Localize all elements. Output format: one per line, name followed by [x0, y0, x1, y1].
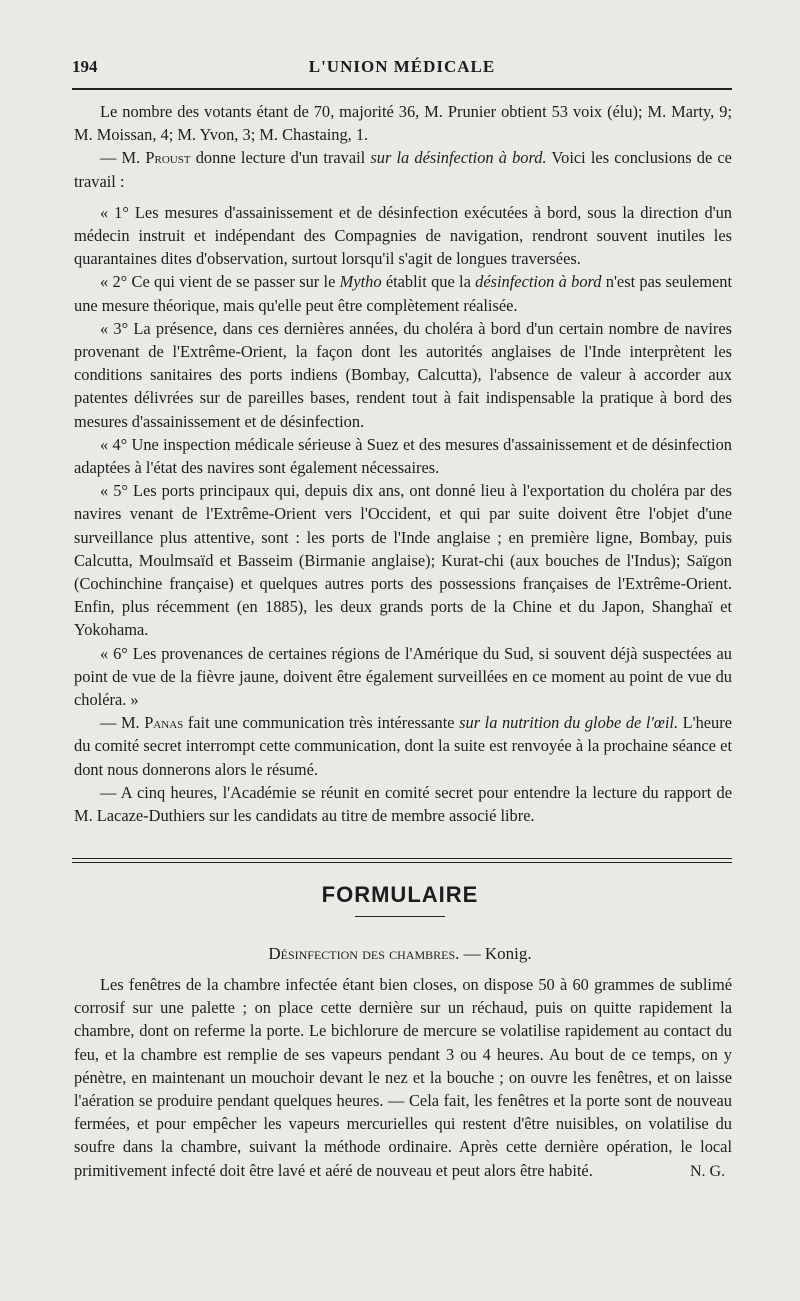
- running-title: L'UNION MÉDICALE: [308, 57, 496, 76]
- conclusion-1: « 1° Les mesures d'assainissement et de désinfection exécutées à bord, sous la direction d'un médecin instruit et indépendant des Compagnies de navigation, rendront souvent inutiles les quarantaines dites d'observation, surtout lorsqu'il s'agit de longues traversées.: [74, 202, 732, 269]
- author-name: Panas: [144, 713, 184, 733]
- conclusion-4: « 4° Une inspection médicale sérieuse à Suez et des mesures d'assainissement et de désinfection adaptées à l'état des navires sont également nécessaires.: [74, 434, 732, 478]
- header-rule: [72, 88, 732, 90]
- section-title: FORMULAIRE: [321, 882, 479, 907]
- section-divider: [72, 858, 732, 863]
- panas-paragraph: — M. Panas fait une communication très intéressante sur la nutrition du globe de l'œil. L'heure du comité secret interrompt cette communication, dont la suite est renvoyée à la prochaine séance et dont nous donnerons alors le résumé.: [74, 713, 732, 779]
- signature: N. G.: [690, 1163, 726, 1180]
- recipe-paragraph: Les fenêtres de la chambre infectée étant bien closes, on dispose 50 à 60 grammes de sublimé corrosif sur une palette ; on place cette dernière sur un réchaud, puis on quitte rapidement la chambre, dont on referme la porte. Le bichlorure de mercure se volatilise rapidement au contact du feu, et la chambre est remplie de ses vapeurs pendant 3 ou 4 heures. Au bout de ce temps, on y pénètre, en maintenant un mouchoir devant le nez et la bouche ; on ouvre les fenêtres, et on laisse l'aération se produire pendant quelques heures. — Cela fait, les fenêtres et la porte sont de nouveau fermées, et pour empêcher les vapeurs mercurielles qui restent d'être nuisibles, on volatilise du soufre dans la chambre, suivant la méthode ordinaire. Après cette dernière opération, le local primitivement infecté doit être lavé et aéré de nouveau et peut alors être habité.: [74, 975, 732, 1180]
- closing-paragraph: — A cinq heures, l'Académie se réunit en comité secret pour entendre la lecture du rapport de M. Lacaze-Duthiers sur les candidats au titre de membre associé libre.: [74, 782, 732, 826]
- conclusion-2: « 2° Ce qui vient de se passer sur le Mytho établit que la désinfection à bord n'est pas seulement une mesure théorique, mais qu'elle peut être complètement réalisée.: [74, 272, 732, 315]
- vote-result-paragraph: Le nombre des votants étant de 70, majorité 36, M. Prunier obtient 53 voix (élu); M. Marty, 9; M. Moissan, 4; M. Yvon, 3; M. Chastaing, 1.: [74, 102, 732, 145]
- conclusion-6: « 6° Les provenances de certaines régions de l'Amérique du Sud, si souvent déjà suspectées au point de vue de la fièvre jaune, doivent être également surveillées en ce moment au point de vue du choléra. »: [74, 643, 732, 710]
- title-underline: [355, 916, 445, 917]
- page-number: 194: [72, 57, 98, 76]
- proust-paragraph: — M. Proust donne lecture d'un travail sur la désinfection à bord. Voici les conclusions de ce travail :: [74, 148, 732, 191]
- conclusion-5: « 5° Les ports principaux qui, depuis dix ans, ont donné lieu à l'exportation du choléra par des navires venant de l'Extrême-Orient vers l'Occident, et qui par suite doivent être l'objet d'une surveillance plus attentive, sont : les ports de l'Inde anglaise ; en première ligne, Bombay, puis Calcutta, Moulmsaïd et Basseim (Birmanie anglaise); Kurat-chi (aux bouches de l'Indus); Saïgon (Cochinchine française) et quelques autres ports des possessions françaises de l'Extrême-Orient. Enfin, plus récemment (en 1885), les deux grands ports de la Chine et du Japon, Shanghaï et Yokohama.: [74, 481, 732, 640]
- page-header: [72, 57, 732, 81]
- academy-minutes: [74, 100, 732, 827]
- recipe-body: [74, 973, 732, 1182]
- conclusion-3: « 3° La présence, dans ces dernières années, du choléra à bord d'un certain nombre de navires provenant de l'Extrême-Orient, la façon dont les autorités anglaises de l'Inde interprètent les conditions sanitaires des ports indiens (Bombay, Calcutta), l'absence de valeur à accorder aux patentes délivrées sur de pareilles bases, rendent tout à fait indispensable la pratique à bord des mesures d'assainissement et de désinfection.: [74, 318, 732, 431]
- author-name: Proust: [145, 148, 191, 168]
- recipe-heading: Désinfection des chambres. — Konig.: [268, 944, 532, 963]
